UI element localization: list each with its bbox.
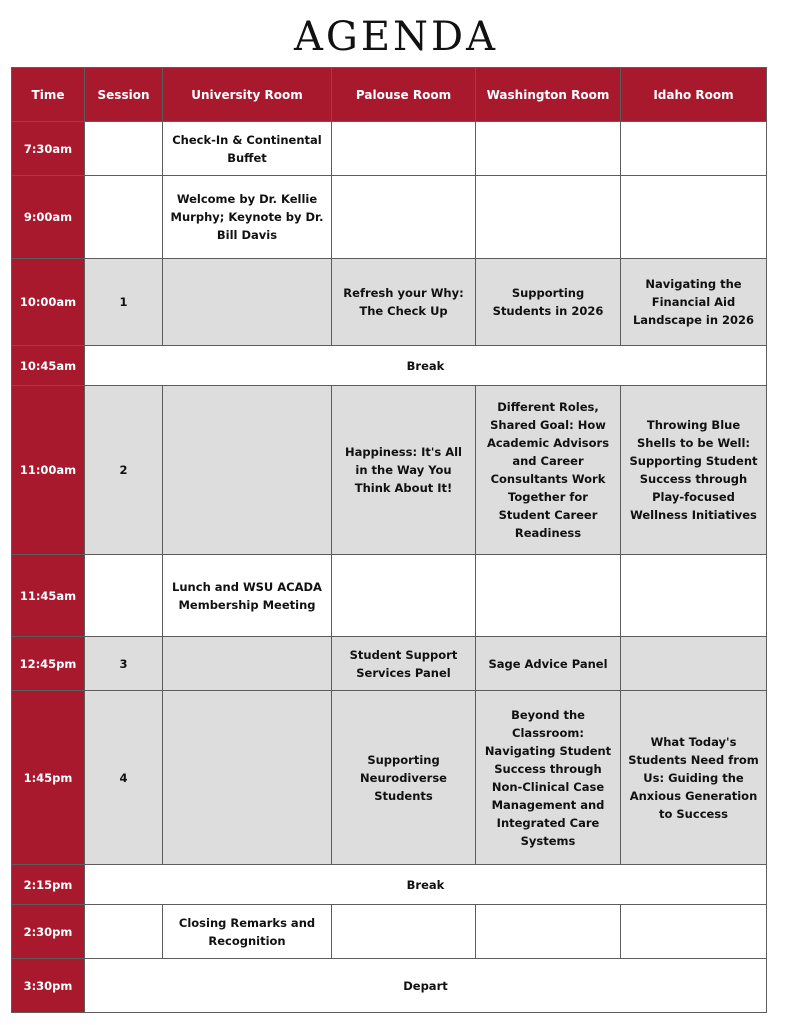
header-time: Time	[12, 68, 85, 122]
table-row	[12, 691, 767, 865]
palouse-room-cell	[332, 905, 476, 959]
table-row	[12, 905, 767, 959]
depart-cell: Depart	[85, 959, 767, 1013]
palouse-room-cell: Refresh your Why: The Check Up	[332, 259, 476, 346]
table-row	[12, 346, 767, 386]
table-row	[12, 259, 767, 346]
palouse-room-cell	[332, 122, 476, 176]
table-row	[12, 176, 767, 259]
palouse-room-cell	[332, 176, 476, 259]
session-cell	[85, 555, 163, 637]
agenda-table	[11, 67, 767, 1013]
header-row	[12, 68, 767, 122]
university-room-cell: Lunch and WSU ACADA Membership Meeting	[163, 555, 332, 637]
time-cell: 11:45am	[12, 555, 85, 637]
session-cell: 2	[85, 386, 163, 555]
palouse-room-cell	[332, 555, 476, 637]
university-room-cell	[163, 637, 332, 691]
washington-room-cell: Sage Advice Panel	[476, 637, 621, 691]
washington-room-cell	[476, 176, 621, 259]
idaho-room-cell	[621, 905, 767, 959]
time-cell: 12:45pm	[12, 637, 85, 691]
header-session: Session	[85, 68, 163, 122]
session-cell	[85, 176, 163, 259]
header-washington-room: Washington Room	[476, 68, 621, 122]
washington-room-cell	[476, 122, 621, 176]
university-room-cell: Check-In & Continental Buffet	[163, 122, 332, 176]
break-cell: Break	[85, 865, 767, 905]
session-cell	[85, 122, 163, 176]
palouse-room-cell: Supporting Neurodiverse Students	[332, 691, 476, 865]
washington-room-cell: Different Roles, Shared Goal: How Academic Advisors and Career Consultants Work Together for Student Career Readiness	[476, 386, 621, 555]
table-row	[12, 959, 767, 1013]
page-title: AGENDA	[294, 14, 498, 60]
idaho-room-cell: What Today's Students Need from Us: Guiding the Anxious Generation to Success	[621, 691, 767, 865]
session-cell: 1	[85, 259, 163, 346]
break-cell: Break	[85, 346, 767, 386]
university-room-cell	[163, 386, 332, 555]
header-palouse-room: Palouse Room	[332, 68, 476, 122]
washington-room-cell: Beyond the Classroom: Navigating Student Success through Non-Clinical Case Management and Integrated Care Systems	[476, 691, 621, 865]
time-cell: 10:45am	[12, 346, 85, 386]
idaho-room-cell	[621, 555, 767, 637]
time-cell: 7:30am	[12, 122, 85, 176]
header-university-room: University Room	[163, 68, 332, 122]
time-cell: 1:45pm	[12, 691, 85, 865]
time-cell: 9:00am	[12, 176, 85, 259]
table-row	[12, 122, 767, 176]
header-idaho-room: Idaho Room	[621, 68, 767, 122]
washington-room-cell: Supporting Students in 2026	[476, 259, 621, 346]
idaho-room-cell	[621, 176, 767, 259]
time-cell: 11:00am	[12, 386, 85, 555]
university-room-cell: Closing Remarks and Recognition	[163, 905, 332, 959]
time-cell: 2:15pm	[12, 865, 85, 905]
washington-room-cell	[476, 905, 621, 959]
university-room-cell	[163, 691, 332, 865]
time-cell: 10:00am	[12, 259, 85, 346]
table-row	[12, 865, 767, 905]
table-row	[12, 555, 767, 637]
time-cell: 2:30pm	[12, 905, 85, 959]
session-cell	[85, 905, 163, 959]
session-cell: 4	[85, 691, 163, 865]
palouse-room-cell: Happiness: It's All in the Way You Think About It!	[332, 386, 476, 555]
palouse-room-cell: Student Support Services Panel	[332, 637, 476, 691]
table-row	[12, 386, 767, 555]
idaho-room-cell	[621, 122, 767, 176]
time-cell: 3:30pm	[12, 959, 85, 1013]
idaho-room-cell	[621, 637, 767, 691]
washington-room-cell	[476, 555, 621, 637]
idaho-room-cell: Navigating the Financial Aid Landscape in 2026	[621, 259, 767, 346]
table-row	[12, 637, 767, 691]
university-room-cell	[163, 259, 332, 346]
session-cell: 3	[85, 637, 163, 691]
idaho-room-cell: Throwing Blue Shells to be Well: Supporting Student Success through Play-focused Wellness Initiatives	[621, 386, 767, 555]
university-room-cell: Welcome by Dr. Kellie Murphy; Keynote by Dr. Bill Davis	[163, 176, 332, 259]
